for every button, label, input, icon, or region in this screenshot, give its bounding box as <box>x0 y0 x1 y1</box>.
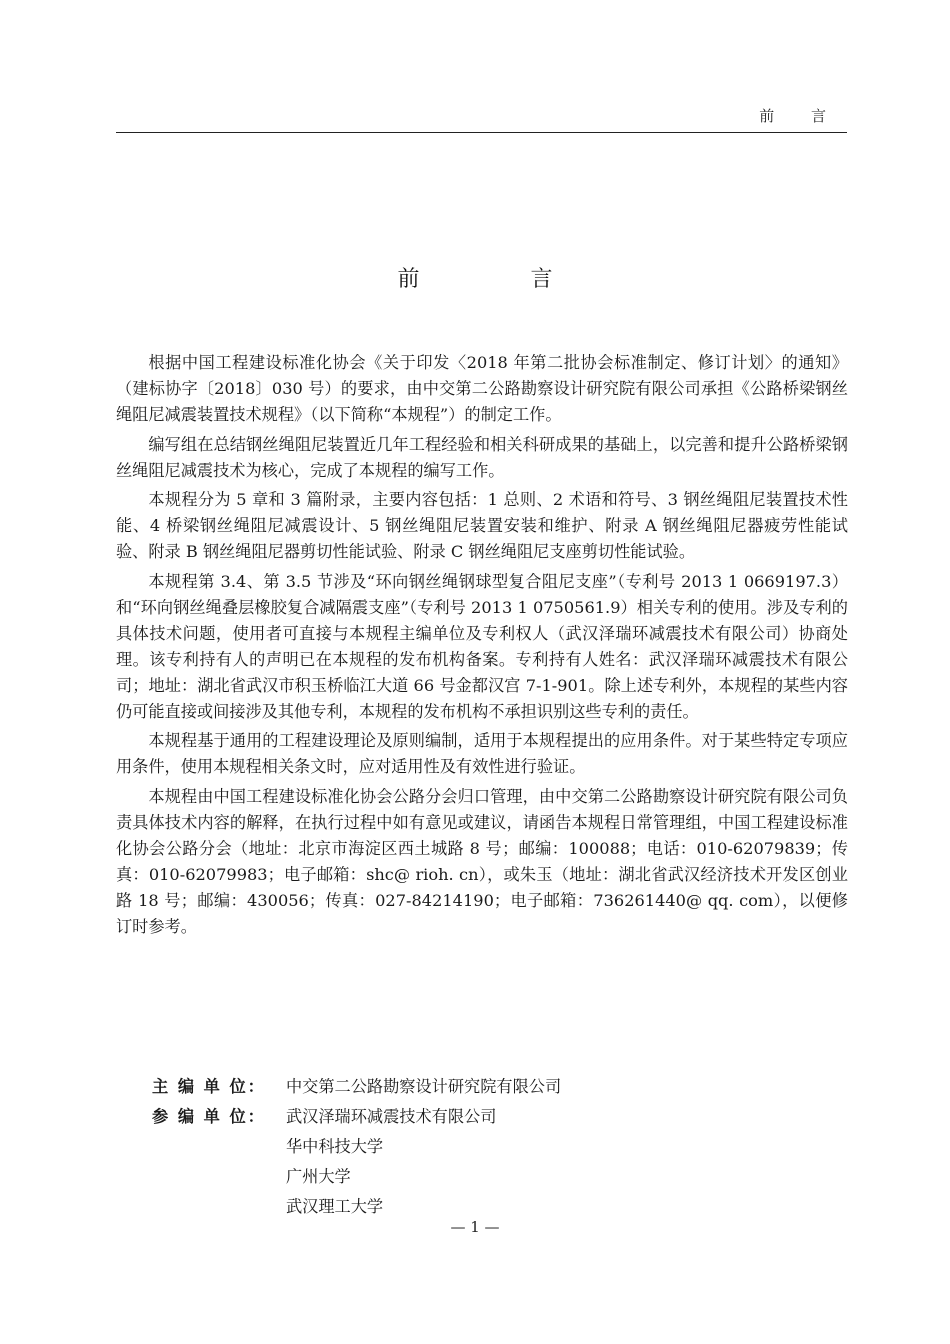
page-title: 前 言 <box>397 267 605 292</box>
paragraph-1: 根据中国工程建设标准化协会《关于印发〈2018 年第二批协会标准制定、修订计划〉的通知》（建标协字〔2018〕030 号）的要求，由中交第二公路勘察设计研究院有限公司承担《公路桥梁钢丝绳阻尼减震装置技术规程》（以下简称“本规程”）的制定工作。 <box>116 353 848 424</box>
paragraph-2: 编写组在总结钢丝绳阻尼装置近几年工程经验和相关科研成果的基础上，以完善和提升公路桥梁钢丝绳阻尼减震技术为核心，完成了本规程的编写工作。 <box>116 434 848 480</box>
paragraph-6: 本规程由中国工程建设标准化协会公路分会归口管理，由中交第二公路勘察设计研究院有限公司负责具体技术内容的解释，在执行过程中如有意见或建议，请函告本规程日常管理组，中国工程建设标准化协会公路分会（地址：北京市海淀区西土城路 8 号；邮编：100088；电话：010-62079839；传真：010-62079983；电子邮箱：shc@ rioh. cn），或朱玉（地址：湖北省武汉经济技术开发区创业路 18 号；邮编：430056；传真：027-84214190；电子邮箱：736261440@ qq. com），以便修订时参考。 <box>116 786 848 936</box>
chief-unit-row <box>152 1072 561 1102</box>
header-rule <box>116 132 847 133</box>
chief-unit-name: 中交第二公路勘察设计研究院有限公司 <box>286 1077 562 1096</box>
paragraph-3: 本规程分为 5 章和 3 篇附录，主要内容包括：1 总则、2 术语和符号、3 钢丝绳阻尼装置技术性能、4 桥梁钢丝绳阻尼减震设计、5 钢丝绳阻尼装置安装和维护、附录 A 钢丝绳阻尼器疲劳性能试验、附录 B 钢丝绳阻尼器剪切性能试验、附录 C 钢丝绳阻尼支座剪切性能试验。 <box>116 490 848 561</box>
participating-unit-name: 华中科技大学 <box>286 1137 384 1156</box>
preface-body <box>116 350 848 943</box>
paragraph-5: 本规程基于通用的工程建设理论及原则编制，适用于本规程提出的应用条件。对于某些特定专项应用条件，使用本规程相关条文时，应对适用性及有效性进行验证。 <box>116 731 848 776</box>
paragraph-4: 本规程第 3.4、第 3.5 节涉及“环向钢丝绳钢球型复合阻尼支座”（专利号 2013 1 0669197.3）和“环向钢丝绳叠层橡胶复合减隔震支座”（专利号 2013 1 0750561.9）相关专利的使用。涉及专利的具体技术问题，使用者可直接与本规程主编单位及专利权人（武汉泽瑞环减震技术有限公司）协商处理。该专利持有人的声明已在本规程的发布机构备案。专利持有人姓名：武汉泽瑞环减震技术有限公司；地址：湖北省武汉市积玉桥临江大道 66 号金都汉宫 7-1-901。除上述专利外，本规程的某些内容仍可能直接或间接涉及其他专利，本规程的发布机构不承担识别这些专利的责任。 <box>116 571 848 721</box>
participating-unit-row <box>152 1162 561 1192</box>
participating-unit-row <box>152 1102 561 1132</box>
participating-unit-row <box>152 1132 561 1162</box>
running-head: 前 言 <box>759 107 842 125</box>
page-number: — 1 — <box>450 1218 500 1236</box>
participating-unit-label: 参 编 单 位： <box>152 1107 266 1126</box>
participating-unit-name: 武汉理工大学 <box>286 1197 384 1216</box>
participating-unit-name: 广州大学 <box>286 1167 351 1186</box>
drafting-units <box>152 1072 561 1222</box>
participating-unit-name: 武汉泽瑞环减震技术有限公司 <box>286 1107 497 1126</box>
chief-unit-label: 主 编 单 位： <box>152 1077 266 1096</box>
